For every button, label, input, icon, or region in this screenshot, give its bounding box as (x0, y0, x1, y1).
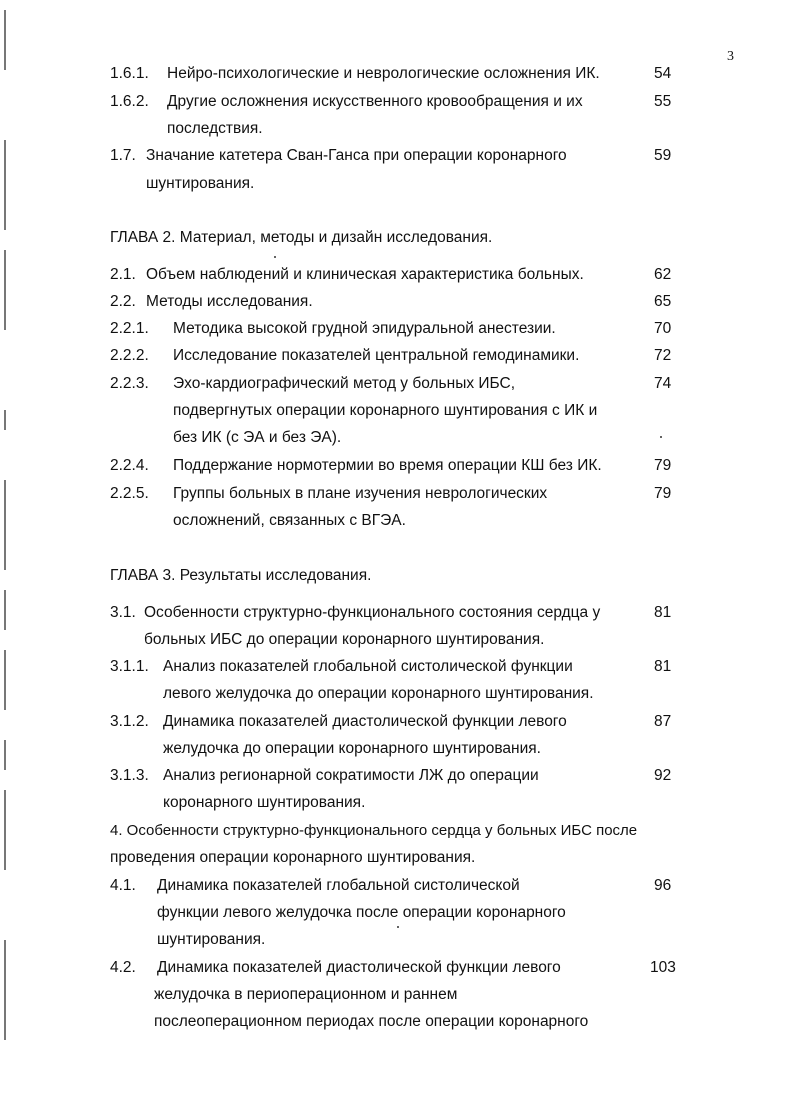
entry-title: Объем наблюдений и клиническая характеристика больных. (146, 266, 584, 283)
chapter-title: 4. Особенности структурно-функционального сердца у больных ИБС после (110, 822, 638, 839)
entry-title: Значание катетера Сван-Ганса при операции коронарного (146, 147, 567, 164)
entry-title: Анализ регионарной сократимости ЛЖ до операции (163, 767, 539, 784)
entry-page: 74 (654, 375, 672, 392)
entry-title-cont: подвергнутых операции коронарного шунтирования с ИК и (173, 402, 598, 419)
entry-page: 72 (654, 347, 672, 364)
entry-title: Динамика показателей глобальной систолической (157, 877, 520, 894)
entry-page: 79 (654, 457, 672, 474)
entry-code: 2.1. (110, 266, 136, 283)
entry-code: 1.6.1. (110, 65, 149, 82)
entry-page: 79 (654, 485, 672, 502)
entry-title: Анализ показателей глобальной систолической функции (163, 658, 573, 675)
margin-mark (4, 410, 6, 430)
scan-speck (397, 926, 399, 928)
entry-code: 4.1. (110, 877, 136, 894)
entry-page: 87 (654, 713, 672, 730)
margin-mark (4, 790, 6, 870)
entry-title-cont: больных ИБС до операции коронарного шунтирования. (144, 631, 545, 648)
entry-code: 2.2.2. (110, 347, 149, 364)
margin-mark (4, 740, 6, 770)
entry-code: 3.1.3. (110, 767, 149, 784)
entry-title-cont: коронарного шунтирования. (163, 794, 366, 811)
margin-mark (4, 590, 6, 630)
margin-mark (4, 480, 6, 570)
entry-page: 70 (654, 320, 672, 337)
entry-title-cont: желудочка до операции коронарного шунтирования. (163, 740, 541, 757)
entry-code: 3.1.2. (110, 713, 149, 730)
entry-title: Методы исследования. (146, 293, 313, 310)
entry-title: Другие осложнения искусственного кровообращения и их (167, 93, 583, 110)
entry-title-cont: осложнений, связанных с ВГЭА. (173, 512, 406, 529)
margin-mark (4, 940, 6, 1040)
entry-title: Методика высокой грудной эпидуральной анестезии. (173, 320, 556, 337)
margin-mark (4, 650, 6, 710)
entry-title-cont: шунтирования. (157, 931, 266, 948)
entry-code: 2.2. (110, 293, 136, 310)
entry-page: 54 (654, 65, 672, 82)
entry-title-cont: послеоперационном периодах после операции коронарного (154, 1013, 589, 1030)
entry-title: Исследование показателей центральной гемодинамики. (173, 347, 580, 364)
entry-page: 81 (654, 604, 672, 621)
entry-title: Группы больных в плане изучения неврологических (173, 485, 548, 502)
entry-page: 59 (654, 147, 672, 164)
entry-page: 103 (650, 959, 676, 976)
margin-mark (4, 140, 6, 230)
chapter-title: ГЛАВА 2. Материал, методы и дизайн исследования. (110, 229, 493, 246)
entry-page: 96 (654, 877, 672, 894)
entry-title: Особенности структурно-функционального состояния сердца у (144, 604, 601, 621)
entry-code: 3.1. (110, 604, 136, 621)
entry-title: Нейро-психологические и неврологические осложнения ИК. (167, 65, 600, 82)
scan-speck (660, 436, 662, 438)
entry-title: Динамика показателей диастолической функции левого (163, 713, 567, 730)
entry-page: 55 (654, 93, 672, 110)
entry-title-cont: без ИК (с ЭА и без ЭА). (173, 429, 342, 446)
entry-page: 65 (654, 293, 672, 310)
entry-page: 92 (654, 767, 672, 784)
entry-code: 2.2.3. (110, 375, 149, 392)
entry-page: 81 (654, 658, 672, 675)
chapter-title-cont: проведения операции коронарного шунтирования. (110, 849, 476, 866)
entry-title-cont: левого желудочка до операции коронарного шунтирования. (163, 685, 594, 702)
chapter-title: ГЛАВА 3. Результаты исследования. (110, 567, 372, 584)
margin-mark (4, 10, 6, 70)
entry-code: 2.2.4. (110, 457, 149, 474)
entry-title-cont: желудочка в периоперационном и раннем (154, 986, 458, 1003)
margin-mark (4, 250, 6, 330)
scan-speck (274, 256, 276, 258)
page-number: 3 (727, 49, 734, 64)
entry-title-cont: шунтирования. (146, 175, 255, 192)
entry-code: 4.2. (110, 959, 136, 976)
entry-title: Поддержание нормотермии во время операции КШ без ИК. (173, 457, 602, 474)
entry-page: 62 (654, 266, 672, 283)
entry-title-cont: функции левого желудочка после операции коронарного (157, 904, 566, 921)
entry-code: 2.2.1. (110, 320, 149, 337)
entry-code: 3.1.1. (110, 658, 149, 675)
entry-code: 1.6.2. (110, 93, 149, 110)
entry-title: Эхо-кардиографический метод у больных ИБС, (173, 375, 516, 392)
entry-code: 1.7. (110, 147, 136, 164)
entry-title-cont: последствия. (167, 120, 263, 137)
entry-title: Динамика показателей диастолической функции левого (157, 959, 561, 976)
entry-code: 2.2.5. (110, 485, 149, 502)
